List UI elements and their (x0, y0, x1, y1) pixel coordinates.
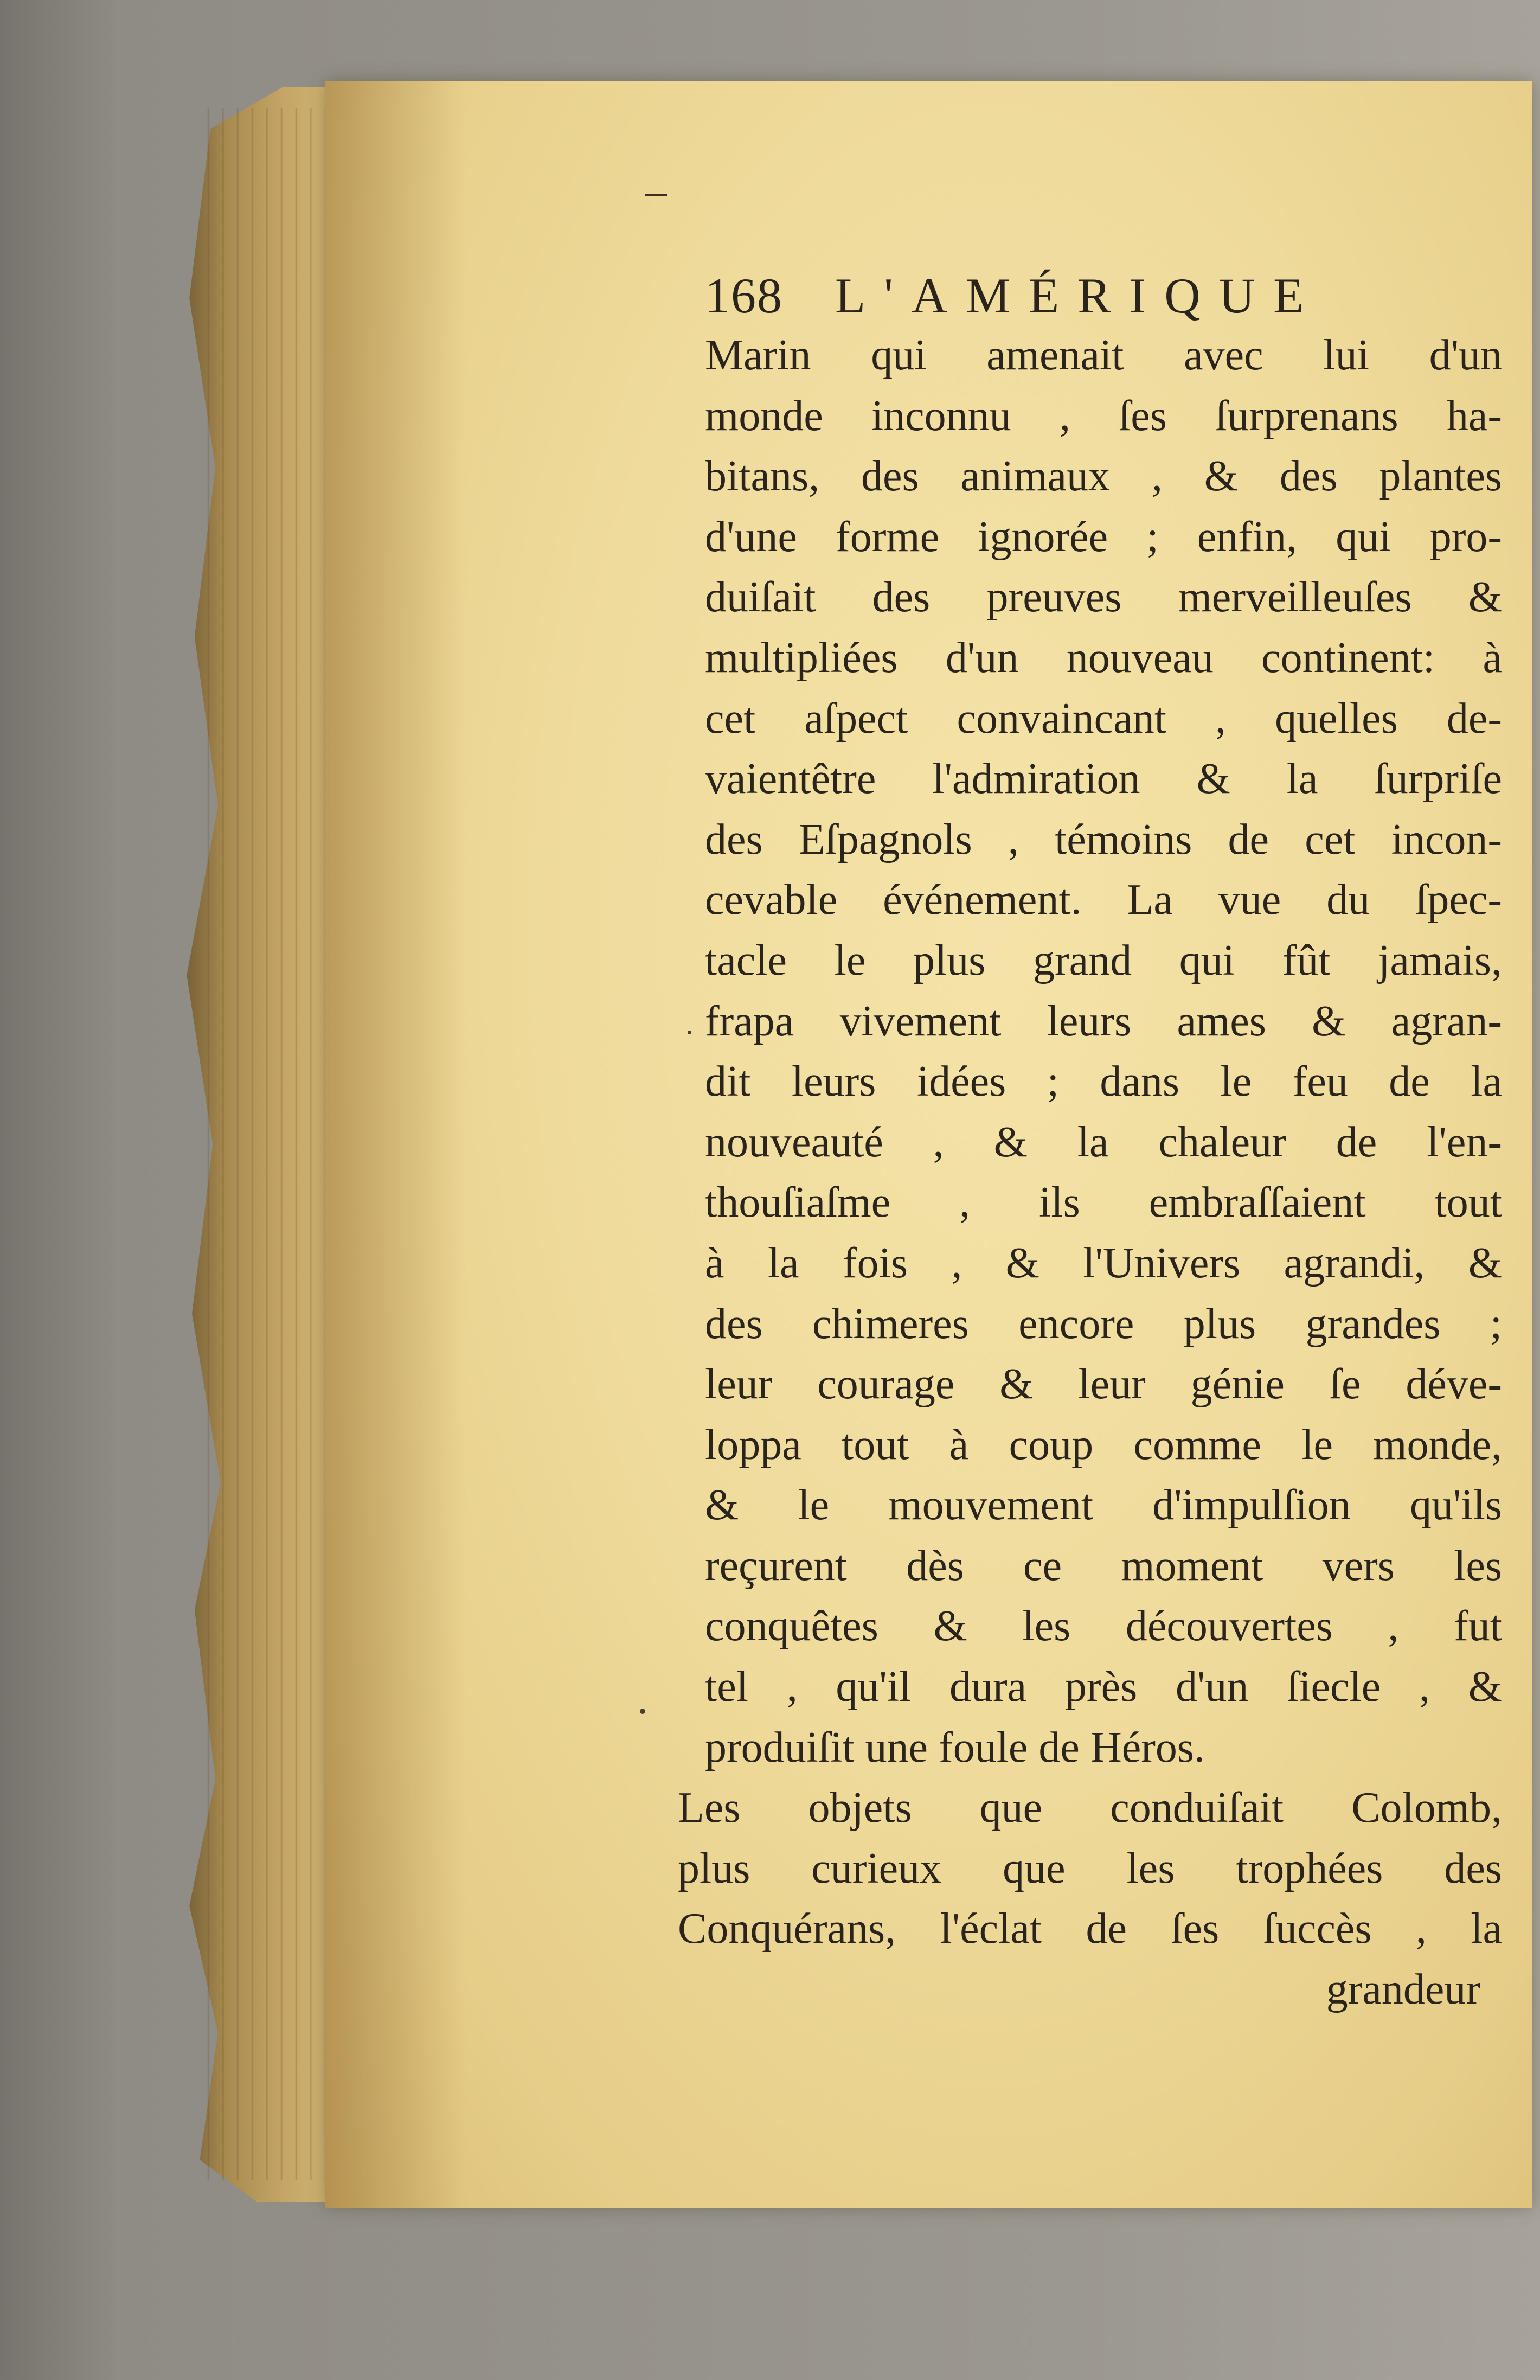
text-line: produiſit une foule de Héros. (705, 1723, 1205, 1771)
text-line: bitans, des animaux , & des plantes (705, 452, 1502, 501)
running-head-title: L'AMÉRIQUE (835, 268, 1323, 323)
text-line: thouſiaſme , ils embraſſaient tout (705, 1179, 1502, 1227)
text-line: leur courage & leur génie ſe déve- (705, 1360, 1502, 1409)
text-line: cet aſpect convaincant , quelles de- (705, 694, 1502, 743)
text-line: vaientêtre l'admiration & la ſurpriſe (705, 755, 1502, 803)
page-gutter-shade (325, 81, 466, 2208)
text-line: conquêtes & les découvertes , fut (705, 1602, 1502, 1650)
text-line: tel , qu'il dura près d'un ſiecle , & (705, 1663, 1502, 1711)
page-text-block (678, 266, 1502, 2020)
text-line: à la fois , & l'Univers agrandi, & (705, 1239, 1502, 1287)
text-line: duiſait des preuves merveilleuſes & (705, 573, 1502, 622)
running-head (705, 266, 1502, 325)
text-line: des chimeres encore plus grandes ; (705, 1300, 1502, 1348)
text-line: d'une forme ignorée ; enfin, qui pro- (705, 513, 1502, 561)
text-line: plus curieux que les trophées des (678, 1844, 1502, 1892)
text-line: Marin qui amenait avec lui d'un (705, 331, 1502, 379)
text-line: Conquérans, l'éclat de ſes ſuccès , la (678, 1905, 1502, 1953)
text-line: nouveauté , & la chaleur de l'en- (705, 1118, 1502, 1166)
ink-fleck (640, 1709, 645, 1714)
text-line: frapa vivement leurs ames & agran- (705, 997, 1502, 1045)
ink-fleck (688, 1031, 691, 1034)
ink-mark (645, 194, 667, 196)
text-line: loppa tout à coup comme le monde, (705, 1421, 1502, 1469)
text-line: des Eſpagnols , témoins de cet incon- (705, 815, 1502, 863)
text-line: Les objets que conduiſait Colomb, (678, 1784, 1502, 1832)
text-line: & le mouvement d'impulſion qu'ils (705, 1481, 1502, 1530)
text-line: reçurent dès ce moment vers les (705, 1541, 1502, 1590)
text-line: dit leurs idées ; dans le feu de la (705, 1058, 1502, 1106)
text-line: monde inconnu , ſes ſurprenans ha- (705, 392, 1502, 440)
text-line: cevable événement. La vue du ſpec- (705, 876, 1502, 924)
text-line: multipliées d'un nouveau continent: à (705, 634, 1502, 682)
catchword: grandeur (1326, 1966, 1480, 2014)
text-line: tacle le plus grand qui fût jamais, (705, 936, 1502, 984)
page-number: 168 (705, 268, 783, 323)
